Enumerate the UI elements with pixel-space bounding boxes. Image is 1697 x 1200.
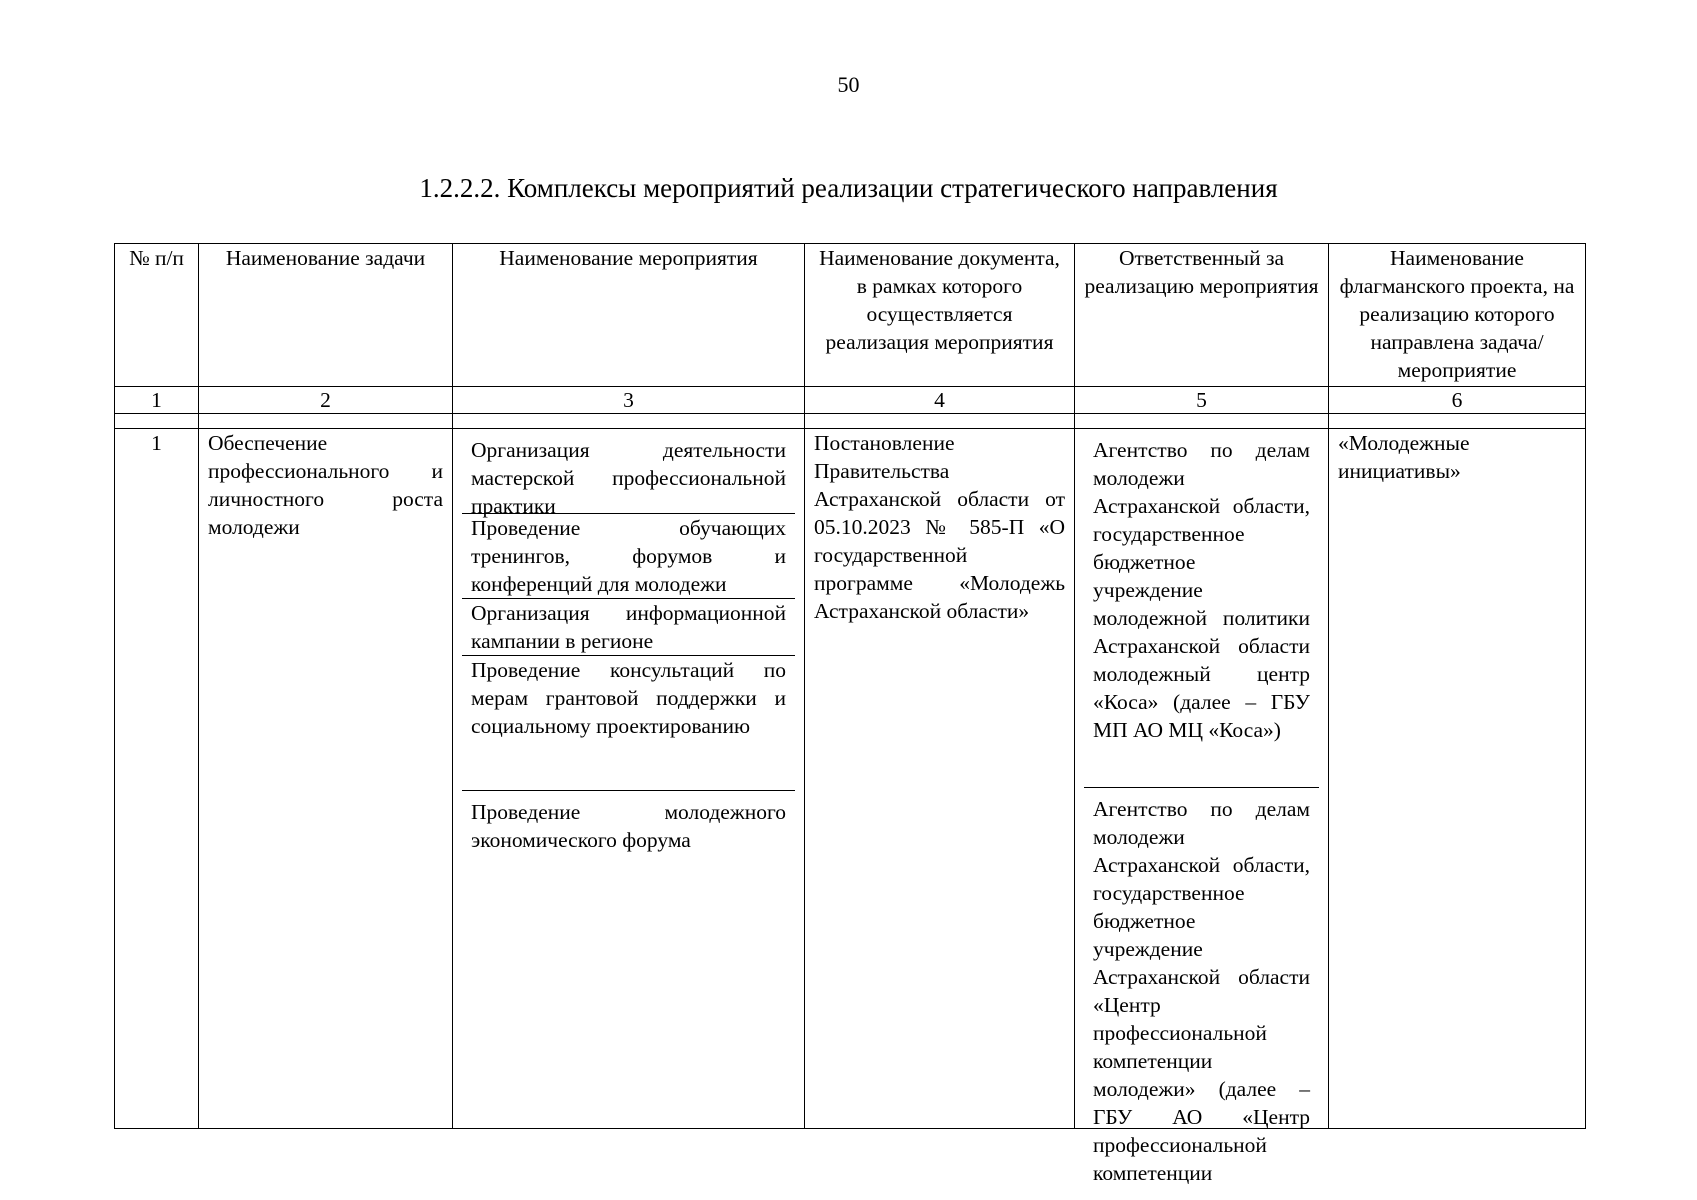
activity-item: Проведение консультаций по мерам грантовой поддержки и социальному проектированию bbox=[462, 656, 795, 791]
table-row bbox=[115, 429, 1586, 1129]
activities-table bbox=[114, 243, 1586, 1185]
activity-item: Проведение обучающих тренингов, форумов и конференций для молодежи bbox=[462, 514, 795, 599]
table-separator bbox=[115, 414, 1586, 429]
activity-item: Организация информационной кампании в регионе bbox=[462, 599, 795, 656]
table-header-row bbox=[115, 244, 1586, 387]
activity-item: Проведение молодежного экономического форума bbox=[471, 800, 786, 852]
responsible-item: Агентство по делам молодежи Астраханской области, государственное бюджетное учреждение молодежной политики Астраханской области молодежный центр «Коса» (далее – ГБУ МП АО МЦ «Коса») bbox=[1084, 429, 1319, 788]
header-activity: Наименование мероприятия bbox=[453, 244, 805, 387]
header-task: Наименование задачи bbox=[199, 244, 453, 387]
column-number: 3 bbox=[453, 387, 805, 414]
column-number: 5 bbox=[1075, 387, 1329, 414]
activities-cell bbox=[453, 429, 805, 1129]
header-document: Наименование документа, в рамках которого осуществляется реализация мероприятия bbox=[805, 244, 1075, 387]
flagship-cell: «Молодежные инициативы» bbox=[1329, 429, 1586, 1129]
section-title: 1.2.2.2. Комплексы мероприятий реализации стратегического направления bbox=[419, 173, 1278, 203]
page-number: 50 bbox=[837, 72, 860, 97]
header-flagship: Наименование флагманского проекта, на реализацию которого направлена задача/мероприятие bbox=[1329, 244, 1586, 387]
row-number: 1 bbox=[115, 429, 199, 1129]
column-number: 6 bbox=[1329, 387, 1586, 414]
header-num: № п/п bbox=[115, 244, 199, 387]
column-number: 2 bbox=[199, 387, 453, 414]
activity-item: Организация деятельности мастерской профессиональной практики bbox=[462, 429, 795, 514]
column-number: 1 bbox=[115, 387, 199, 414]
header-responsible: Ответственный за реализацию мероприятия bbox=[1075, 244, 1329, 387]
document-cell: Постановление Правительства Астраханской области от 05.10.2023 № 585-П «О государственной программе «Молодежь Астраханской области» bbox=[805, 429, 1075, 1129]
task-cell: Обеспечение профессионального и личностного роста молодежи bbox=[199, 429, 453, 1129]
column-number: 4 bbox=[805, 387, 1075, 414]
responsible-item: Агентство по делам молодежи Астраханской области, государственное бюджетное учреждение Астраханской области «Центр профессиональной компетенции молодежи» (далее – ГБУ АО «Центр профессиональной компетенции bbox=[1093, 797, 1310, 1185]
column-numbers-row bbox=[115, 387, 1586, 414]
responsible-cell bbox=[1075, 429, 1329, 1185]
